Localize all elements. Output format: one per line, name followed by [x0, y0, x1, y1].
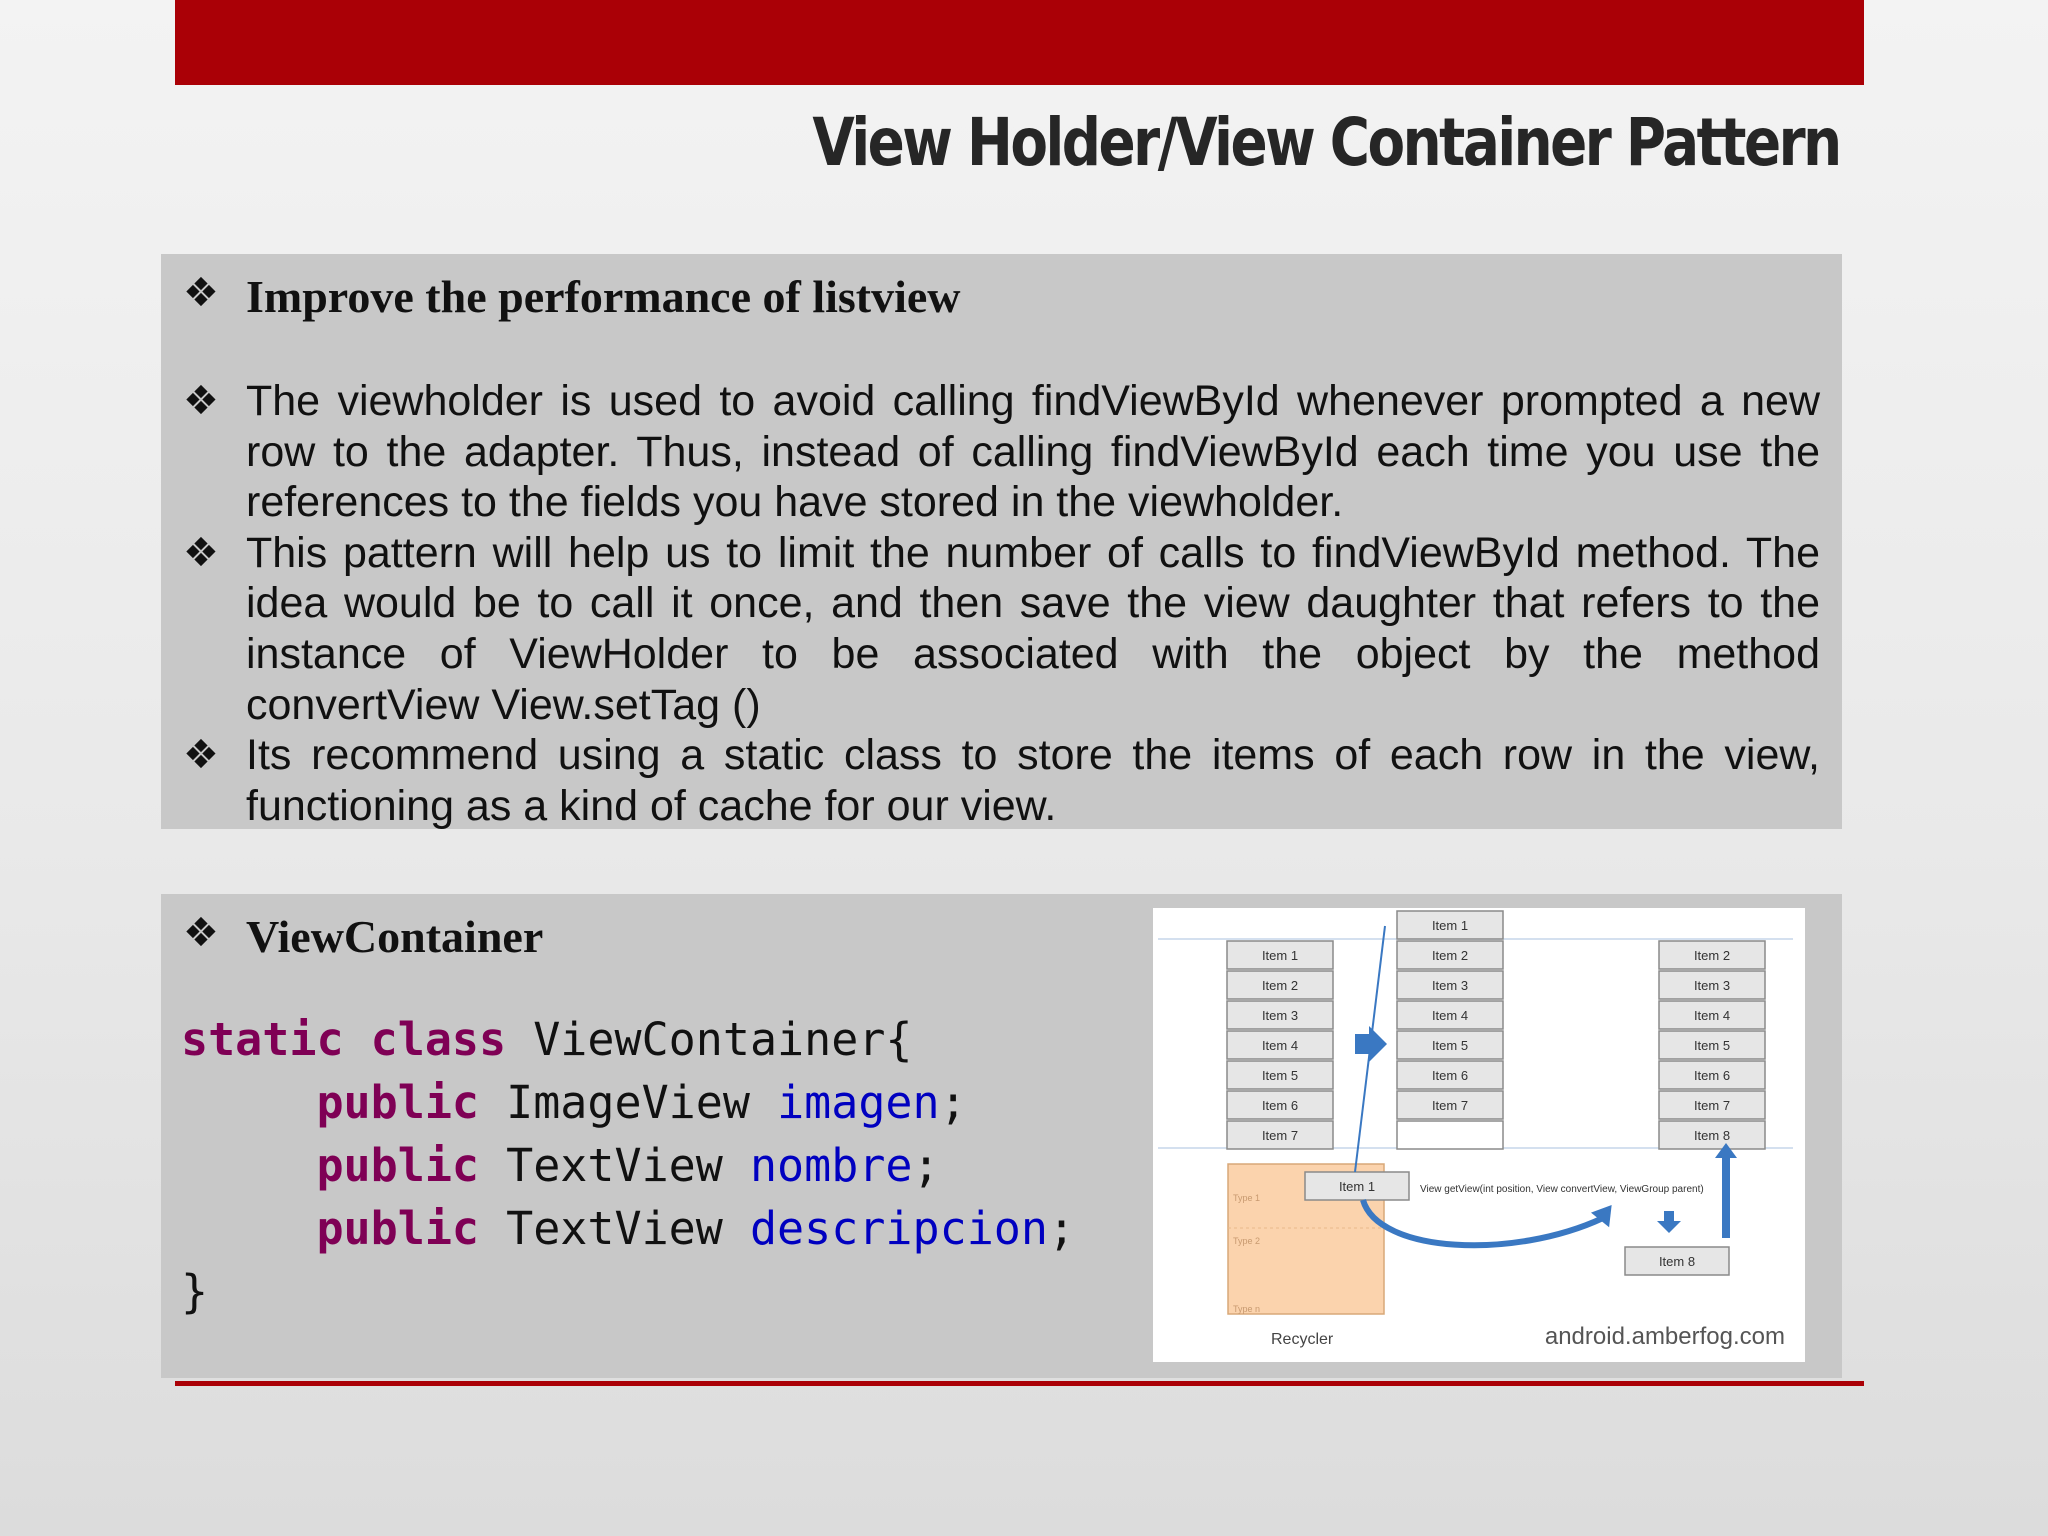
list-item-label: Item 6: [1693, 1068, 1731, 1083]
list-item-label: Item 5: [1693, 1038, 1731, 1053]
description-panel: [161, 254, 1842, 829]
bullet-text: The viewholder is used to avoid calling findViewById whenever prompted a new row to the adapter. Thus, instead of calling findViewById each time you use the references to the fields you have stored in the viewholder.: [246, 377, 1820, 527]
new-item-label: Item 8: [1658, 1254, 1696, 1269]
bullet-heading: Improve the performance of listview: [246, 271, 961, 322]
bullet-item: [183, 908, 543, 966]
getview-signature: View getView(int position, View convertView, ViewGroup parent): [1420, 1184, 1704, 1195]
reuse-curve-arrow: [1363, 1200, 1603, 1245]
bullet-text: This pattern will help us to limit the number of calls to findViewById method. The idea would be to call it once, and then save the view daughter that refers to the instance of ViewHolder to be associated with the object by the method convertView View.setTag (): [246, 528, 1820, 729]
code-line: }: [181, 1265, 209, 1318]
reuse-arrowhead-icon: [1591, 1205, 1619, 1231]
list-item-label: Item 3: [1693, 978, 1731, 993]
bullet-item: [183, 268, 1820, 326]
list-item-label: Item 6: [1261, 1098, 1299, 1113]
list-item-label: Item 3: [1261, 1008, 1299, 1023]
list-item-label: Item 3: [1431, 978, 1469, 993]
list-item-label: Item 6: [1431, 1068, 1469, 1083]
code-line: public ImageView imagen;: [316, 1076, 967, 1129]
list-item-label: Item 7: [1693, 1098, 1731, 1113]
right-list-stack: [1659, 941, 1765, 1149]
list-item-label: Item 1: [1431, 918, 1469, 933]
recycler-type-label: Type n: [1233, 1304, 1261, 1314]
list-item-label: Item 5: [1431, 1038, 1469, 1053]
list-item-label: Item 7: [1261, 1128, 1299, 1143]
list-item-label: Item 2: [1431, 948, 1469, 963]
middle-list-stack: [1397, 911, 1503, 1149]
code-line: public TextView descripcion;: [316, 1202, 1076, 1255]
list-item-label: Item 4: [1431, 1008, 1469, 1023]
list-item-label: Item 5: [1261, 1068, 1299, 1083]
bottom-accent-line: [175, 1381, 1864, 1386]
diamond-bullet-icon: ❖: [183, 732, 219, 779]
list-item-label: Item 2: [1693, 948, 1731, 963]
bullet-item: [183, 376, 1820, 528]
top-accent-bar: [175, 0, 1864, 85]
bullet-text: Its recommend using a static class to store the items of each row in the view, functioning as a kind of cache for our view.: [246, 731, 1820, 830]
recycled-item-label: Item 1: [1338, 1179, 1376, 1194]
list-item-label: Item 7: [1431, 1098, 1469, 1113]
bullet-item: [183, 528, 1820, 730]
code-heading: ViewContainer: [246, 911, 544, 962]
recycler-label: Recycler: [1271, 1331, 1334, 1348]
diamond-bullet-icon: ❖: [183, 910, 219, 956]
recycler-type-label: Type 2: [1233, 1236, 1261, 1246]
empty-slot-cell: [1397, 1121, 1503, 1149]
list-item-label: Item 4: [1693, 1008, 1731, 1023]
diamond-bullet-icon: ❖: [183, 378, 219, 424]
down-arrow-icon: [1657, 1211, 1681, 1233]
source-credit: android.amberfog.com: [1544, 1323, 1785, 1350]
list-item-label: Item 8: [1693, 1128, 1731, 1143]
recycler-type-label: Type 1: [1233, 1193, 1261, 1203]
list-item-label: Item 2: [1261, 978, 1299, 993]
diamond-bullet-icon: ❖: [183, 529, 219, 576]
diamond-bullet-icon: ❖: [183, 270, 219, 316]
recycler-diagram: [1153, 908, 1805, 1362]
list-item-label: Item 1: [1261, 948, 1299, 963]
bullet-item: [183, 730, 1820, 831]
slide-title: View Holder/View Container Pattern: [812, 104, 1840, 181]
code-block: [181, 1008, 1075, 1323]
list-item-label: Item 4: [1261, 1038, 1299, 1053]
code-line: public TextView nombre;: [316, 1139, 940, 1192]
code-line: static class ViewContainer{: [181, 1013, 913, 1066]
up-arrow-icon: [1715, 1143, 1737, 1238]
left-list-stack: [1227, 941, 1333, 1149]
